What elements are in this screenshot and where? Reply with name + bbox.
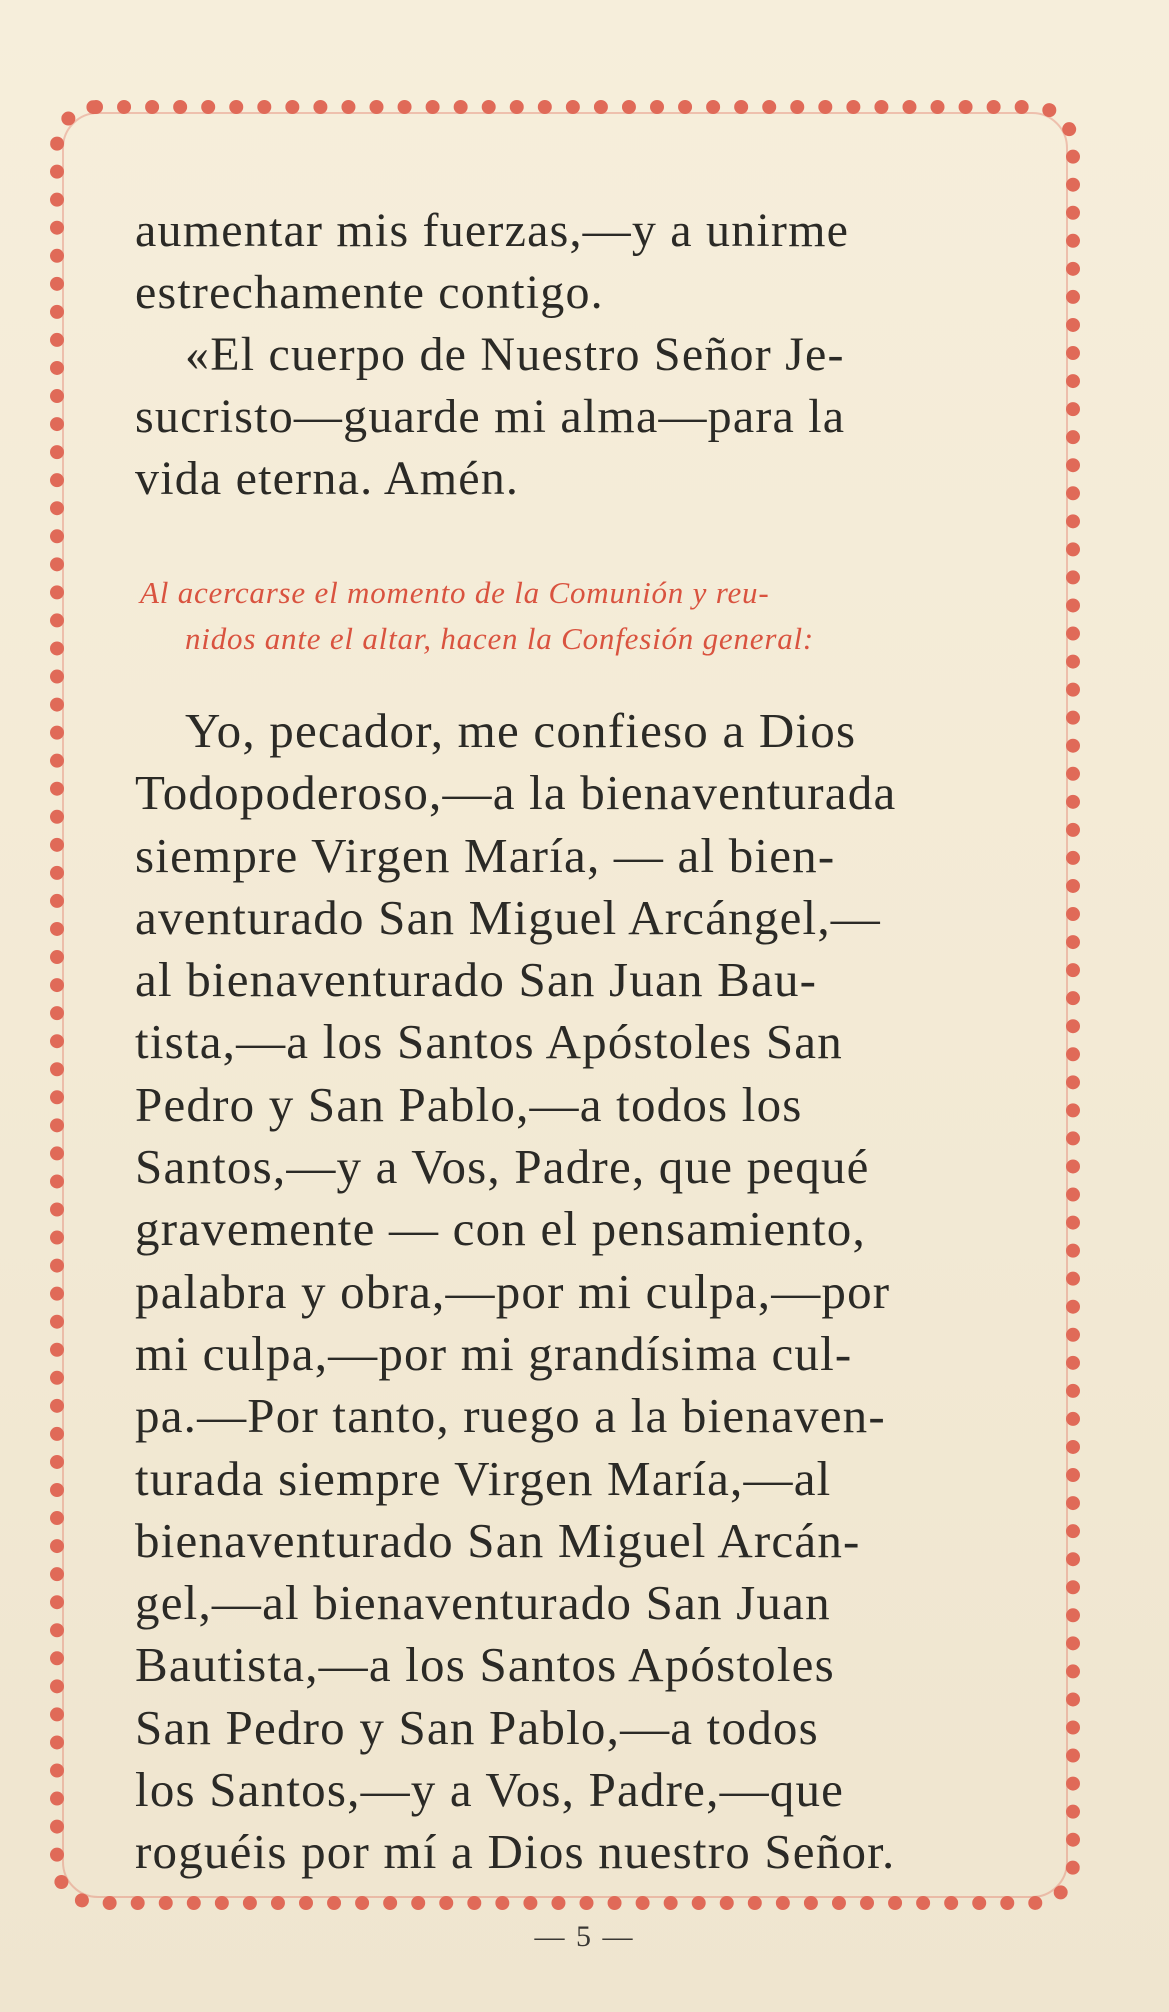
text-line: estrechamente contigo. (135, 266, 604, 319)
text-line: al bienaventurado San Juan Bau- (135, 952, 818, 1008)
text-line: aumentar mis fuerzas,—y a unirme (135, 204, 850, 257)
page-number: — 5 — (534, 1920, 635, 1953)
text-line: roguéis por mí a Dios nuestro Señor. (135, 1824, 896, 1880)
text-line: Todopoderoso,—a la bienaventurada (135, 765, 897, 821)
text-line: gel,—al bienaventurado San Juan (135, 1575, 831, 1631)
prayer-continuation (135, 200, 995, 510)
text-line: los Santos,—y a Vos, Padre,—que (135, 1762, 845, 1818)
text-line: pa.—Por tanto, ruego a la bienaven- (135, 1388, 886, 1444)
rubric-instruction (140, 570, 1000, 662)
text-line: bienaventurado San Miguel Arcán- (135, 1512, 861, 1568)
text-line: «El cuerpo de Nuestro Señor Je- (185, 328, 845, 381)
rubric-line: Al acercarse el momento de la Comunión y reu- (140, 575, 770, 610)
text-line: Yo, pecador, me confieso a Dios (185, 703, 857, 758)
text-line: siempre Virgen María, — al bien- (135, 827, 836, 883)
text-line: vida eterna. Amén. (135, 452, 520, 505)
text-line: gravemente — con el pensamiento, (135, 1201, 866, 1257)
text-line: sucristo—guarde mi alma—para la (135, 390, 846, 443)
text-line: palabra y obra,—por mi culpa,—por (135, 1263, 891, 1319)
text-line: turada siempre Virgen María,—al (135, 1450, 832, 1506)
text-line: Bautista,—a los Santos Apóstoles (135, 1637, 835, 1693)
rubric-line: nidos ante el altar, hacen la Confesión general: (185, 621, 815, 656)
text-line: Pedro y San Pablo,—a todos los (135, 1076, 803, 1132)
text-line: Santos,—y a Vos, Padre, que pequé (135, 1139, 870, 1195)
confiteor-prayer (135, 700, 995, 1884)
text-line: aventurado San Miguel Arcángel,— (135, 889, 881, 945)
text-line: San Pedro y San Pablo,—a todos (135, 1699, 819, 1755)
text-line: tista,—a los Santos Apóstoles San (135, 1014, 843, 1070)
text-line: mi culpa,—por mi grandísima cul- (135, 1325, 853, 1381)
